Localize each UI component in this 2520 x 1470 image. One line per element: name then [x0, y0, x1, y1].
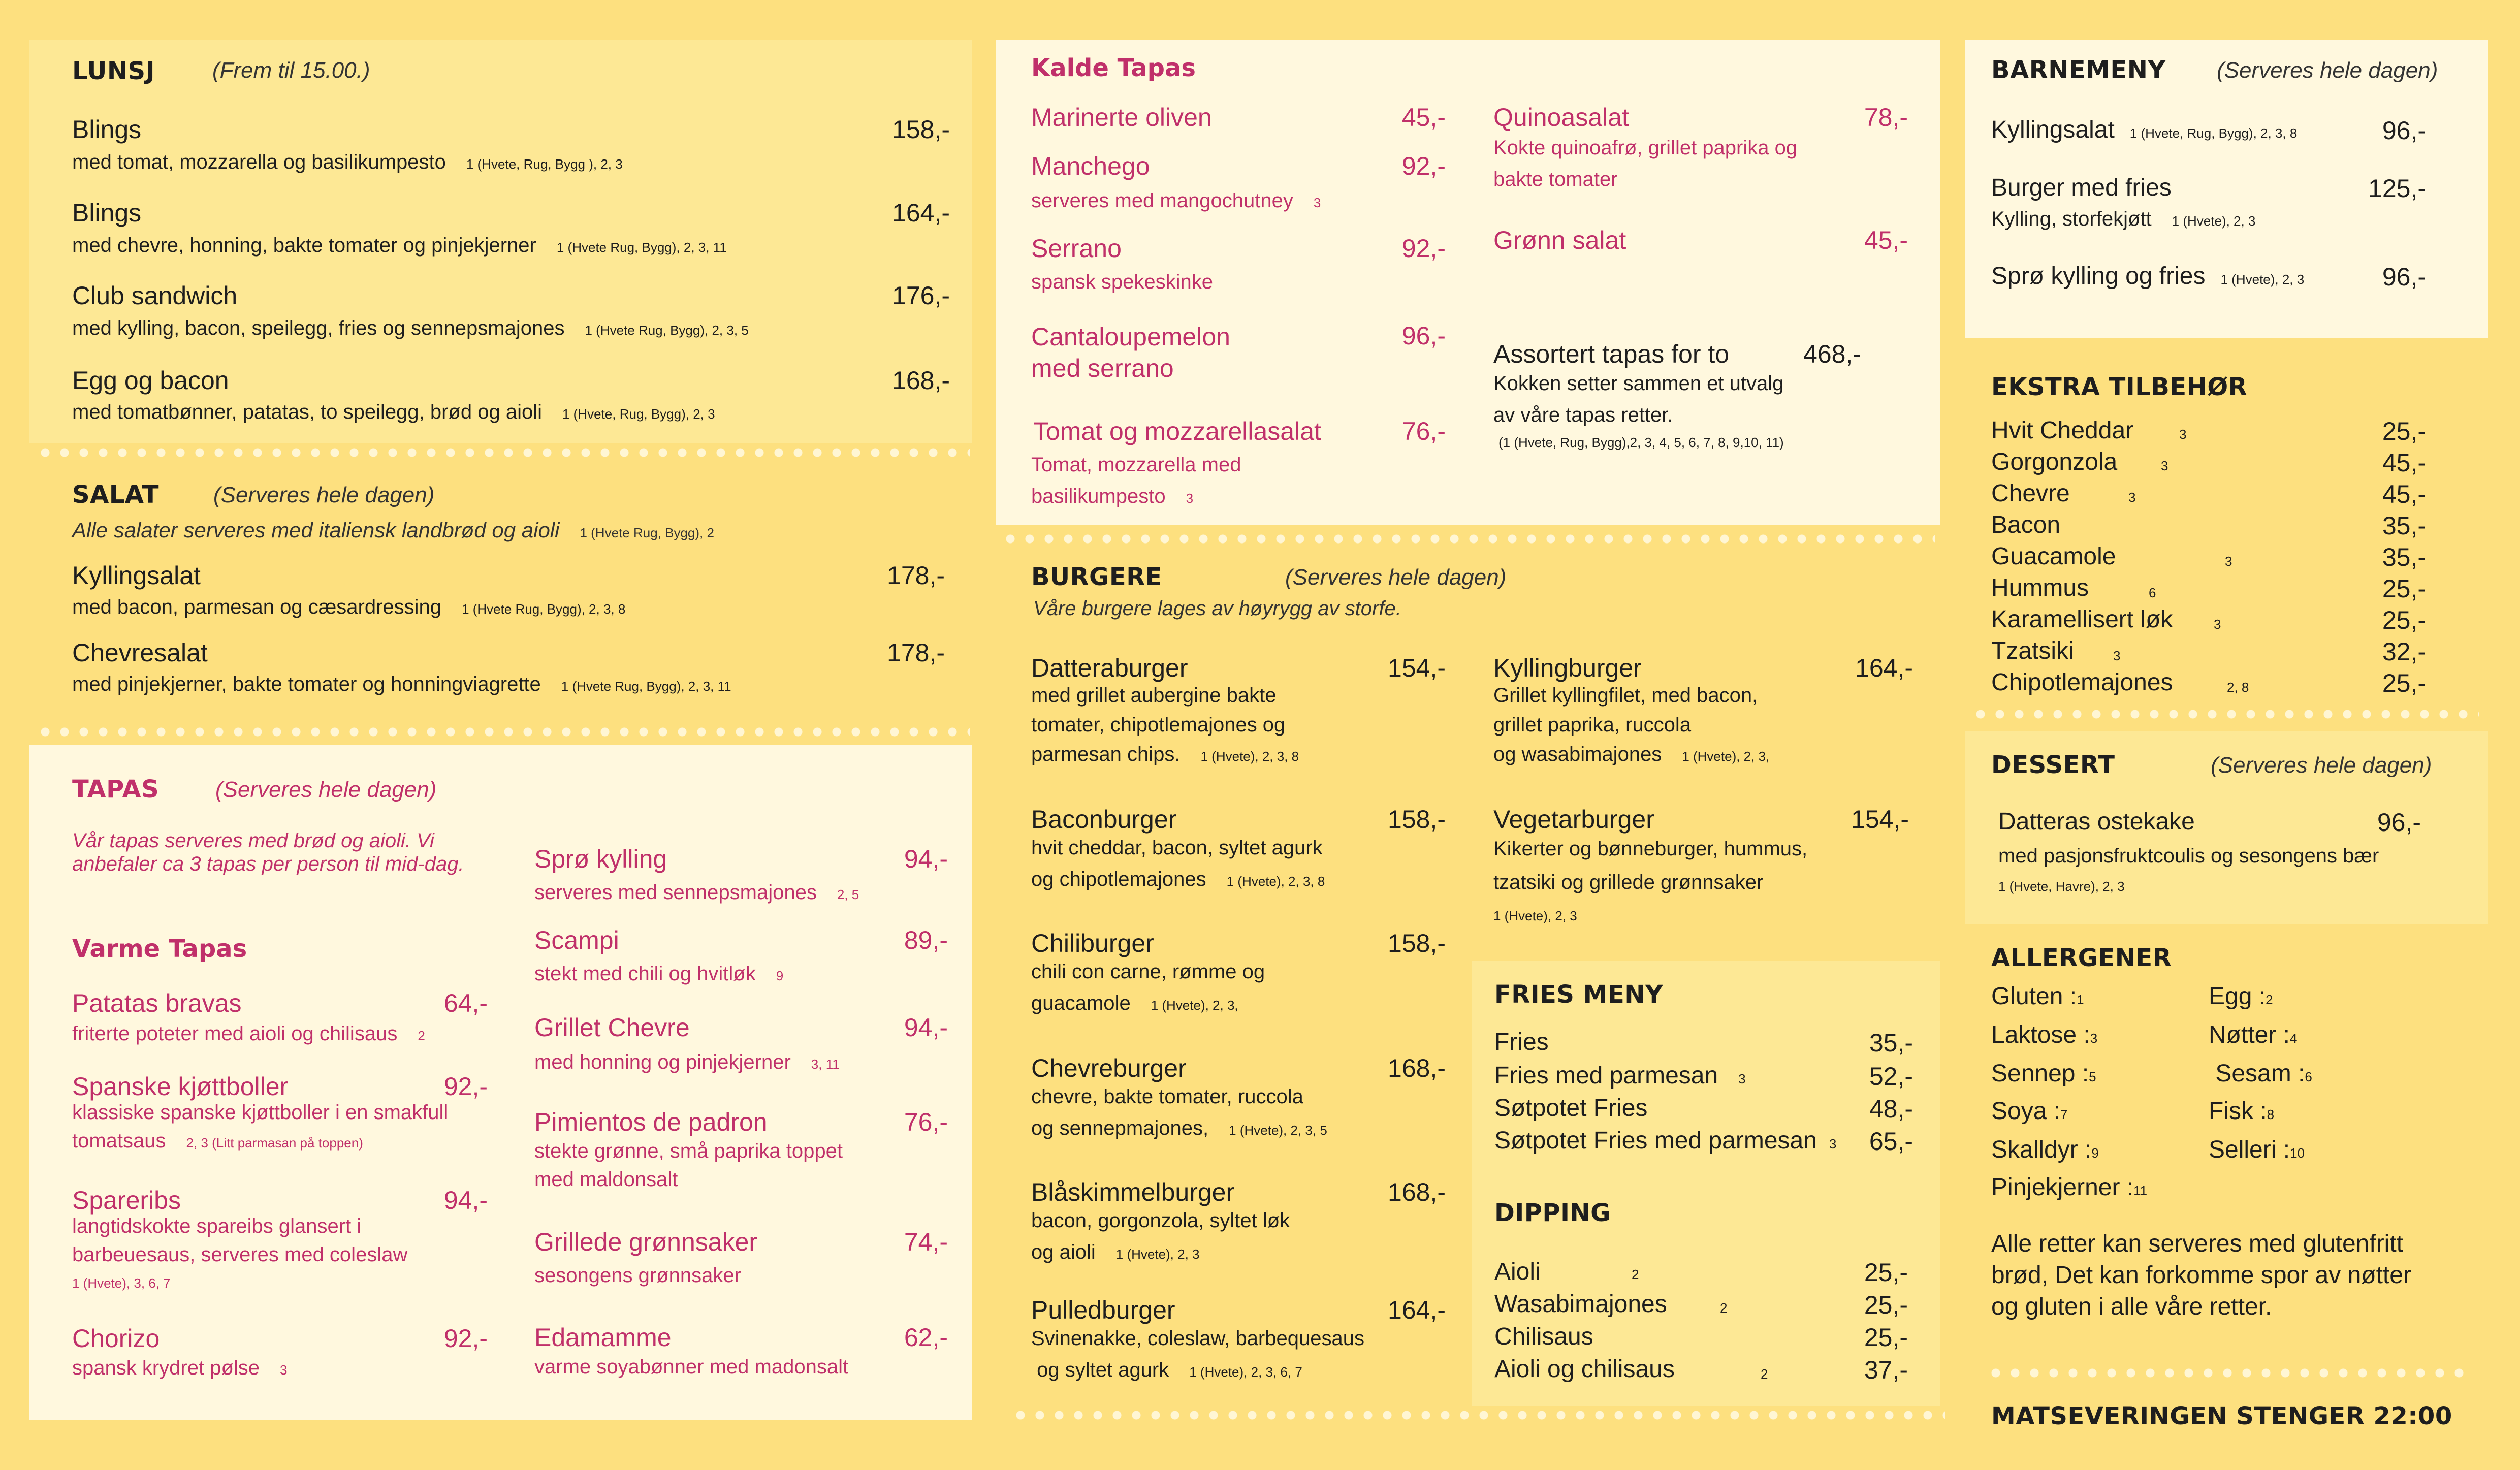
allergen-item: Skalldyr :9 — [1991, 1136, 2099, 1163]
dipping-price: 37,- — [1864, 1356, 1908, 1384]
tapas-item-desc: spansk krydret pølse 3 — [72, 1357, 288, 1379]
dessert-price: 96,- — [2377, 808, 2421, 837]
kalde-tapas-title: Kalde Tapas — [1031, 54, 1196, 82]
divider-dots — [1001, 533, 1935, 545]
tapas-item-desc: stekt med chili og hvitløk 9 — [534, 963, 784, 985]
closing-time-footer: MATSEVERINGEN STENGER 22:00 — [1991, 1402, 2452, 1430]
divider-dots — [1986, 1367, 2474, 1379]
ekstra-allergens: 3 — [2214, 617, 2221, 632]
burger-item-name: Datteraburger — [1031, 654, 1188, 682]
salat-item-name: Kyllingsalat — [72, 561, 201, 590]
dessert-allergens: 1 (Hvete, Havre), 2, 3 — [1998, 879, 2125, 894]
ekstra-item: Hummus — [1991, 574, 2089, 601]
ekstra-price: 25,- — [2382, 669, 2426, 697]
tapas-title: TAPAS — [72, 775, 160, 804]
ekstra-price: 32,- — [2382, 637, 2426, 666]
burger-item-name: Kyllingburger — [1493, 654, 1642, 682]
lunsj-item-name: Egg og bacon — [72, 366, 229, 395]
tapas-item-price: 89,- — [904, 926, 948, 954]
allergener-note: Alle retter kan serveres med glutenfritt brød, Det kan forkomme spor av nøtter og gluten i alle våre retter. — [1991, 1230, 2411, 1320]
burger-item-desc: Kikerter og bønneburger, hummus, tzatsiki og grillede grønnsaker 1 (Hvete), 2, 3 — [1493, 838, 1808, 923]
burger-item-desc: bacon, gorgonzola, syltet løk og aioli 1 (Hvete), 2, 3 — [1031, 1209, 1290, 1263]
salat-item-price: 178,- — [887, 561, 945, 590]
burgere-note: Våre burgere lages av høyrygg av storfe. — [1033, 597, 1401, 620]
burger-item-price: 158,- — [1388, 805, 1446, 834]
barnemeny-price: 96,- — [2382, 263, 2426, 291]
fries-price: 48,- — [1869, 1095, 1913, 1123]
kalde-item-price: 92,- — [1401, 152, 1446, 180]
burger-item-name: Chiliburger — [1031, 929, 1154, 957]
barnemeny-item: Kyllingsalat 1 (Hvete, Rug, Bygg), 2, 3, 8 — [1991, 116, 2298, 143]
tapas-item-name: Spareribs — [72, 1186, 181, 1215]
burger-item-price: 164,- — [1388, 1296, 1446, 1324]
burger-item-name: Vegetarburger — [1493, 805, 1654, 834]
ekstra-item: Hvit Cheddar — [1991, 417, 2134, 444]
burger-item-desc: Grillet kyllingfilet, med bacon, grillet paprika, ruccola og wasabimajones 1 (Hvete), 2, 3, — [1493, 684, 1770, 765]
tapas-item-desc: sesongens grønnsaker — [534, 1264, 741, 1287]
ekstra-item: Bacon — [1991, 512, 2061, 538]
dipping-price: 25,- — [1864, 1291, 1908, 1319]
tapas-item-desc: stekte grønne, små paprika toppet med maldonsalt — [534, 1140, 843, 1191]
ekstra-price: 45,- — [2382, 449, 2426, 477]
kalde-item-name: Quinoasalat — [1493, 103, 1629, 132]
salat-item-desc: med bacon, parmesan og cæsardressing 1 (Hvete Rug, Bygg), 2, 3, 8 — [72, 596, 626, 618]
tapas-item-name: Sprø kylling — [534, 845, 667, 873]
lunsj-item-price: 176,- — [892, 281, 950, 310]
tapas-item-name: Grillet Chevre — [534, 1013, 690, 1042]
fries-price: 65,- — [1869, 1127, 1913, 1156]
lunsj-title: LUNSJ — [72, 57, 155, 85]
tapas-item-price: 64,- — [443, 989, 488, 1017]
burger-item-price: 154,- — [1851, 805, 1909, 834]
salat-item-desc: med pinjekjerner, bakte tomater og honningviagrette 1 (Hvete Rug, Bygg), 2, 3, 11 — [72, 673, 731, 695]
tapas-item-name: Pimientos de padron — [534, 1108, 768, 1136]
lunsj-subtitle: (Frem til 15.00.) — [212, 58, 370, 83]
ekstra-price: 25,- — [2382, 574, 2426, 603]
divider-dots — [36, 447, 970, 458]
burger-item-price: 154,- — [1388, 654, 1446, 682]
lunsj-item-name: Club sandwich — [72, 281, 238, 310]
burger-item-price: 168,- — [1388, 1178, 1446, 1206]
burger-item-desc: chevre, bakte tomater, ruccola og sennepmajones, 1 (Hvete), 2, 3, 5 — [1031, 1085, 1327, 1139]
burger-item-price: 168,- — [1388, 1054, 1446, 1082]
barnemeny-item: Sprø kylling og fries 1 (Hvete), 2, 3 — [1991, 263, 2305, 290]
burgere-subtitle: (Serveres hele dagen) — [1285, 565, 1507, 590]
barnemeny-desc: Kylling, storfekjøtt 1 (Hvete), 2, 3 — [1991, 208, 2256, 230]
salat-item-price: 178,- — [887, 638, 945, 667]
ekstra-item: Chipotlemajones — [1991, 669, 2173, 696]
tapas-item-desc: klassiske spanske kjøttboller i en smakfull tomatsaus 2, 3 (Litt parmasan på toppen) — [72, 1101, 449, 1152]
barnemeny-price: 96,- — [2382, 116, 2426, 145]
dipping-allergens: 2 — [1632, 1267, 1639, 1282]
kalde-item-price: 96,- — [1401, 322, 1446, 350]
dipping-item: Aioli — [1494, 1258, 1541, 1285]
assortert-price: 468,- — [1803, 340, 1861, 368]
tapas-item-price: 94,- — [904, 845, 948, 873]
tapas-item-price: 94,- — [904, 1013, 948, 1042]
ekstra-allergens: 3 — [2113, 648, 2121, 663]
burger-item-name: Baconburger — [1031, 805, 1177, 834]
salat-subtitle: (Serveres hele dagen) — [213, 483, 435, 507]
tapas-item-desc: friterte poteter med aioli og chilisaus 2 — [72, 1022, 425, 1045]
burger-item-name: Blåskimmelburger — [1031, 1178, 1235, 1206]
burger-item-price: 158,- — [1388, 929, 1446, 957]
kalde-item-name: Serrano — [1031, 234, 1122, 263]
dipping-allergens: 2 — [1720, 1300, 1728, 1316]
kalde-item-name: Manchego — [1031, 152, 1150, 180]
dipping-price: 25,- — [1864, 1323, 1908, 1352]
ekstra-item: Guacamole — [1991, 543, 2116, 570]
lunsj-item-desc: med chevre, honning, bakte tomater og pinjekjerner 1 (Hvete Rug, Bygg), 2, 3, 11 — [72, 234, 727, 257]
kalde-item-price: 45,- — [1401, 103, 1446, 132]
tapas-item-desc: serveres med sennepsmajones 2, 5 — [534, 881, 859, 904]
salat-item-name: Chevresalat — [72, 638, 208, 667]
lunsj-item-name: Blings — [72, 115, 142, 144]
burger-item-desc: Svinenakke, coleslaw, barbequesaus og syltet agurk 1 (Hvete), 2, 3, 6, 7 — [1031, 1327, 1364, 1381]
tapas-item-price: 92,- — [443, 1072, 488, 1101]
ekstra-allergens: 3 — [2128, 490, 2136, 505]
tapas-item-desc: langtidskokte spareibs glansert i barbeuesaus, serveres med coleslaw 1 (Hvete), 3, 6, 7 — [72, 1215, 408, 1291]
tapas-intro: Vår tapas serveres med brød og aioli. Vi anbefaler ca 3 tapas per person til mid-dag. — [72, 829, 464, 875]
divider-dots — [1971, 709, 2479, 720]
fries-title: FRIES MENY — [1494, 980, 1664, 1009]
fries-item: Søtpotet Fries — [1494, 1095, 1648, 1122]
assortert-desc: Kokken setter sammen et utvalg av våre tapas retter. — [1493, 372, 1784, 426]
kalde-item-desc: Tomat, mozzarella med basilikumpesto 3 — [1031, 454, 1241, 507]
allergen-item: Selleri :10 — [2209, 1136, 2305, 1163]
tapas-item-desc: med honning og pinjekjerner 3, 11 — [534, 1051, 840, 1073]
varme-tapas-title: Varme Tapas — [72, 935, 247, 963]
dipping-price: 25,- — [1864, 1258, 1908, 1287]
kalde-item-price: 45,- — [1864, 226, 1908, 254]
assortert-allergens: (1 (Hvete, Rug, Bygg),2, 3, 4, 5, 6, 7, 8, 9,10, 11) — [1498, 435, 1784, 450]
dessert-desc: med pasjonsfruktcoulis og sesongens bær — [1998, 845, 2379, 867]
ekstra-allergens: 3 — [2161, 458, 2168, 473]
kalde-item-desc: spansk spekeskinke — [1031, 271, 1213, 293]
ekstra-allergens: 3 — [2225, 554, 2232, 569]
dipping-item: Chilisaus — [1494, 1323, 1593, 1350]
kalde-item-name: Cantaloupemelon med serrano — [1031, 323, 1230, 382]
dessert-subtitle: (Serveres hele dagen) — [2211, 753, 2432, 778]
ekstra-allergens: 2, 8 — [2227, 680, 2249, 695]
ekstra-price: 35,- — [2382, 512, 2426, 540]
allergen-item: Egg :2 — [2209, 983, 2273, 1010]
barnemeny-price: 125,- — [2368, 174, 2426, 203]
kalde-item-price: 78,- — [1864, 103, 1908, 132]
ekstra-title: EKSTRA TILBEHØR — [1991, 373, 2248, 401]
kalde-item-desc: serveres med mangochutney 3 — [1031, 189, 1321, 212]
barnemeny-title: BARNEMENY — [1991, 56, 2166, 84]
tapas-item-price: 76,- — [904, 1108, 948, 1136]
tapas-item-name: Patatas bravas — [72, 989, 242, 1017]
allergen-item: Gluten :1 — [1991, 983, 2084, 1010]
tapas-item-price: 94,- — [443, 1186, 488, 1215]
burgere-title: BURGERE — [1031, 563, 1162, 591]
kalde-item-name: Grønn salat — [1493, 226, 1626, 254]
dipping-item: Aioli og chilisaus — [1494, 1356, 1675, 1383]
salat-note: Alle salater serveres med italiensk landbrød og aioli 1 (Hvete Rug, Bygg), 2 — [72, 518, 714, 542]
burger-item-desc: hvit cheddar, bacon, syltet agurk og chipotlemajones 1 (Hvete), 2, 3, 8 — [1031, 837, 1325, 890]
ekstra-item: Chevre — [1991, 480, 2070, 507]
ekstra-item: Karamellisert løk — [1991, 606, 2173, 633]
tapas-item-name: Spanske kjøttboller — [72, 1072, 289, 1101]
tapas-item-name: Edamamme — [534, 1323, 672, 1352]
ekstra-allergens: 6 — [2149, 585, 2156, 600]
tapas-item-name: Grillede grønnsaker — [534, 1228, 758, 1256]
allergen-item: Soya :7 — [1991, 1098, 2068, 1125]
dipping-allergens: 2 — [1761, 1366, 1768, 1382]
fries-item: Søtpotet Fries med parmesan 3 — [1494, 1127, 1837, 1154]
burger-item-desc: med grillet aubergine bakte tomater, chipotlemajones og parmesan chips. 1 (Hvete), 2, 3, 8 — [1031, 684, 1299, 765]
ekstra-item: Gorgonzola — [1991, 449, 2118, 475]
tapas-subtitle: (Serveres hele dagen) — [215, 777, 437, 802]
divider-dots — [36, 726, 970, 738]
kalde-item-price: 92,- — [1401, 234, 1446, 263]
ekstra-allergens: 3 — [2179, 427, 2187, 442]
ekstra-price: 25,- — [2382, 417, 2426, 445]
fries-price: 35,- — [1869, 1029, 1913, 1057]
tapas-item-price: 74,- — [904, 1228, 948, 1256]
burger-item-name: Chevreburger — [1031, 1054, 1187, 1082]
lunsj-item-desc: med kylling, bacon, speilegg, fries og sennepsmajones 1 (Hvete Rug, Bygg), 2, 3, 5 — [72, 317, 749, 339]
lunsj-item-desc: med tomatbønner, patatas, to speilegg, brød og aioli 1 (Hvete, Rug, Bygg), 2, 3 — [72, 401, 715, 423]
burger-item-price: 164,- — [1855, 654, 1913, 682]
allergen-item: Nøtter :4 — [2209, 1021, 2298, 1048]
kalde-item-desc: Kokte quinoafrø, grillet paprika og bakte tomater — [1493, 137, 1798, 190]
dipping-item: Wasabimajones — [1494, 1291, 1667, 1318]
burger-item-name: Pulledburger — [1031, 1296, 1175, 1324]
dessert-title: DESSERT — [1991, 751, 2115, 779]
lunsj-item-desc: med tomat, mozzarella og basilikumpesto 1 (Hvete, Rug, Bygg ), 2, 3 — [72, 151, 623, 173]
allergen-item: Sesam :6 — [2209, 1060, 2312, 1087]
allergen-item: Sennep :5 — [1991, 1060, 2096, 1087]
dipping-title: DIPPING — [1494, 1199, 1611, 1227]
ekstra-item: Tzatsiki — [1991, 637, 2074, 664]
salat-title: SALAT — [72, 481, 159, 509]
tapas-item-price: 62,- — [904, 1323, 948, 1352]
allergen-item: Fisk :8 — [2209, 1098, 2275, 1125]
ekstra-price: 25,- — [2382, 606, 2426, 634]
divider-dots — [1011, 1410, 1945, 1421]
allergen-item: Pinjekjerner :11 — [1991, 1174, 2148, 1201]
tapas-item-desc: varme soyabønner med madonsalt — [534, 1356, 849, 1378]
allergen-item: Laktose :3 — [1991, 1021, 2098, 1048]
fries-item: Fries — [1494, 1029, 1549, 1056]
barnemeny-subtitle: (Serveres hele dagen) — [2217, 58, 2438, 83]
ekstra-price: 45,- — [2382, 480, 2426, 508]
barnemeny-item: Burger med fries — [1991, 174, 2172, 201]
tapas-item-name: Chorizo — [72, 1324, 160, 1353]
lunsj-item-price: 168,- — [892, 366, 950, 395]
kalde-item-name: Tomat og mozzarellasalat — [1033, 417, 1321, 445]
lunsj-item-price: 164,- — [892, 199, 950, 227]
dessert-name: Datteras ostekake — [1998, 808, 2195, 835]
kalde-item-name: Marinerte oliven — [1031, 103, 1212, 132]
allergener-title: ALLERGENER — [1991, 944, 2172, 972]
ekstra-price: 35,- — [2382, 543, 2426, 571]
burger-item-desc: chili con carne, rømme og guacamole 1 (Hvete), 2, 3, — [1031, 961, 1265, 1014]
tapas-item-price: 92,- — [443, 1324, 488, 1353]
fries-price: 52,- — [1869, 1062, 1913, 1091]
fries-item: Fries med parmesan 3 — [1494, 1062, 1746, 1089]
lunsj-item-price: 158,- — [892, 115, 950, 144]
tapas-item-name: Scampi — [534, 926, 619, 954]
assortert-name: Assortert tapas for to — [1493, 340, 1730, 368]
lunsj-item-name: Blings — [72, 199, 142, 227]
kalde-item-price: 76,- — [1401, 417, 1446, 445]
